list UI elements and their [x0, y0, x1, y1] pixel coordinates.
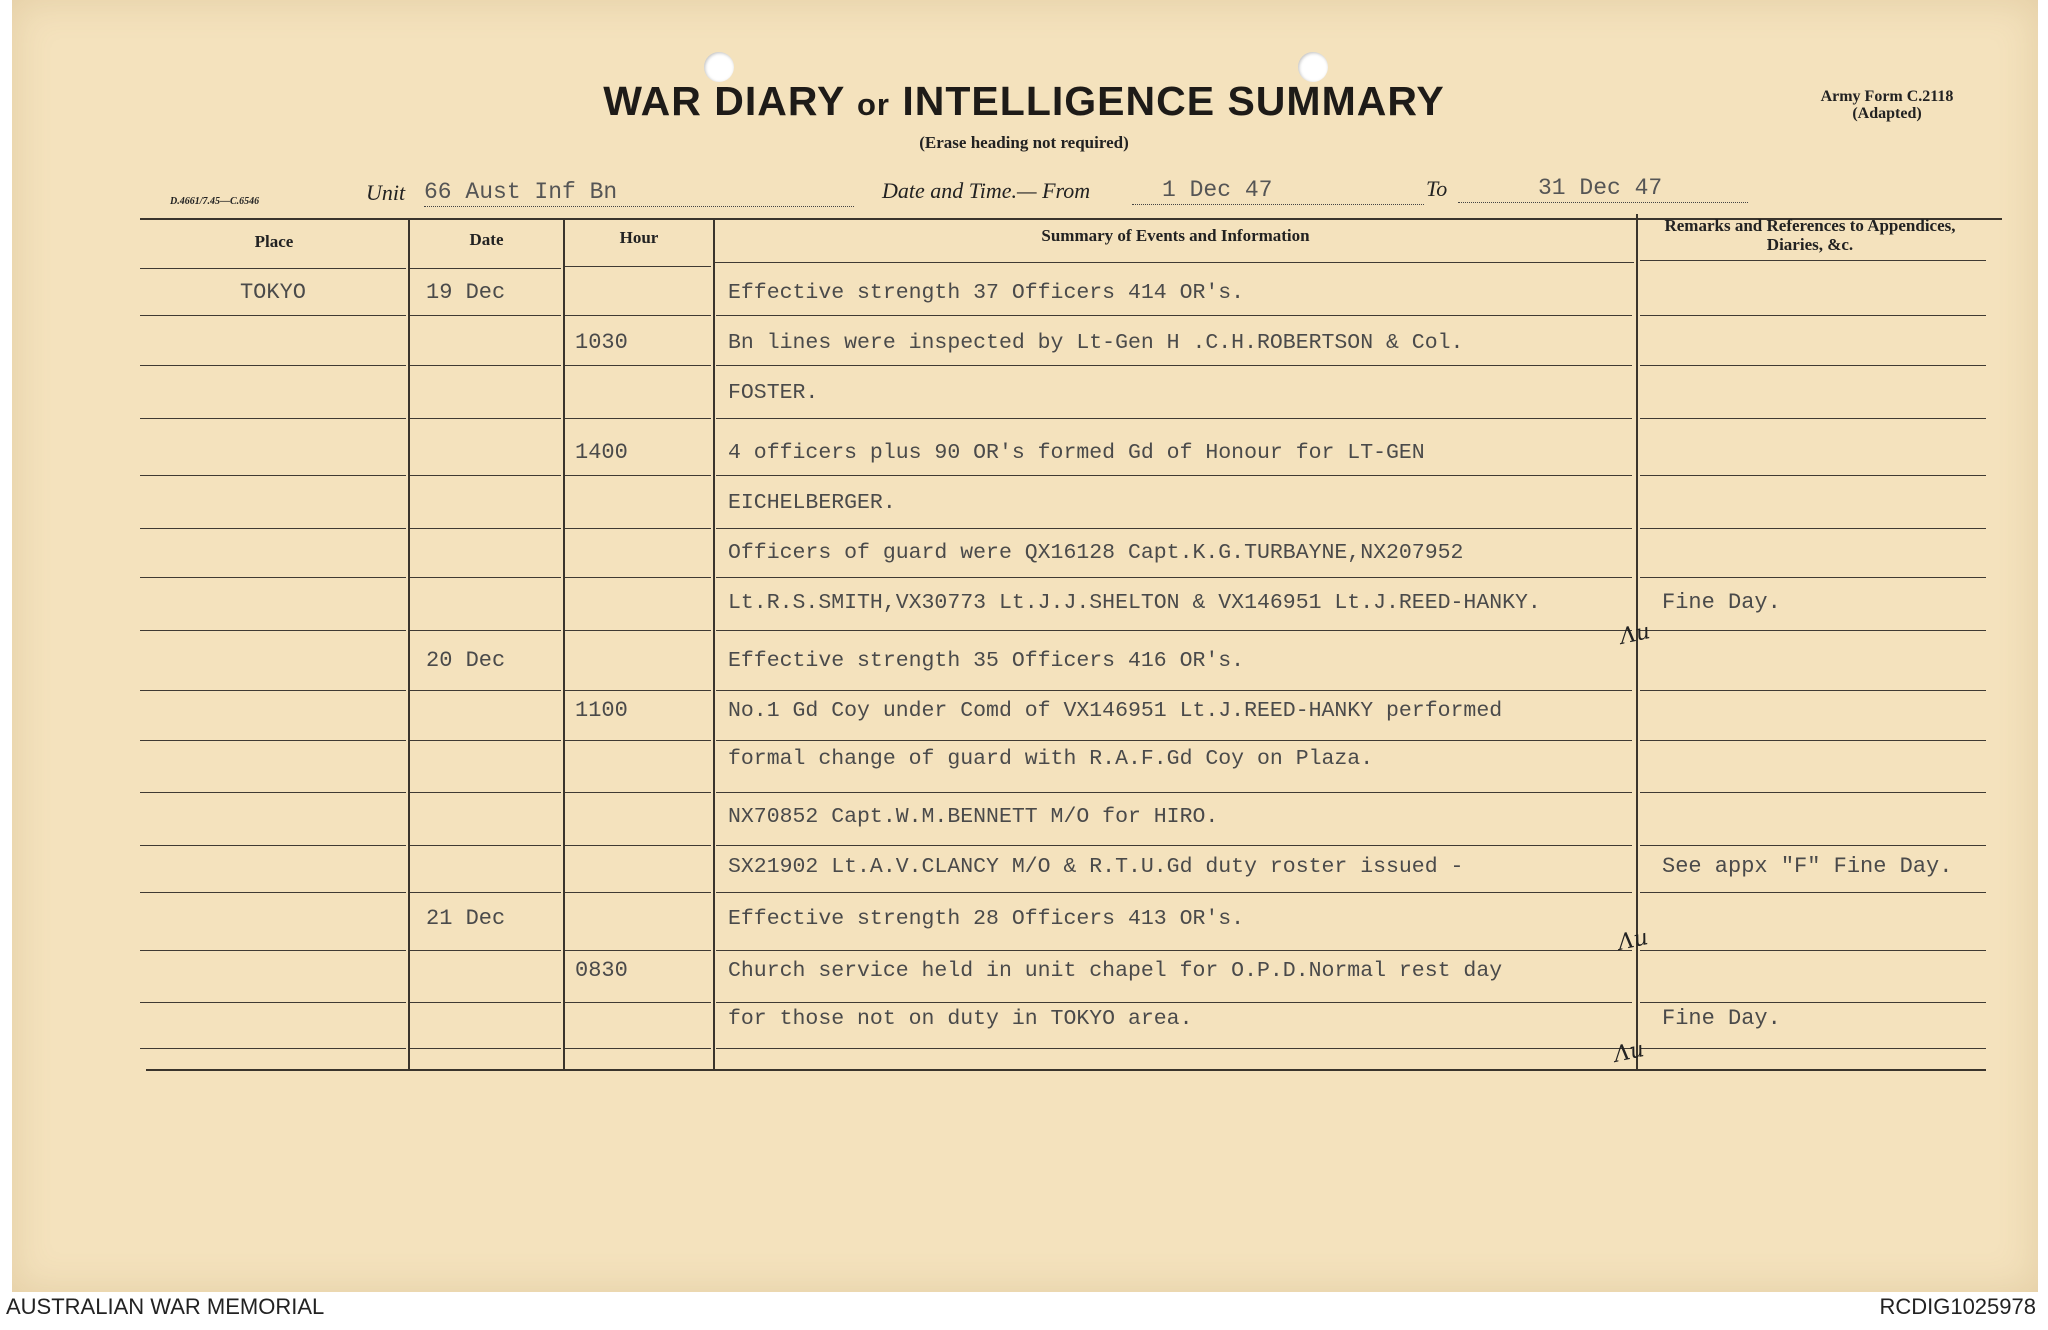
title-or: or: [856, 87, 890, 122]
row-rule: [716, 950, 1632, 951]
handwritten-initials: Ʌu: [1611, 1037, 1647, 1068]
row-rule: [1640, 577, 1986, 578]
row-rule: [1640, 418, 1986, 419]
row-rule: [410, 577, 561, 578]
row-rule: [140, 740, 406, 741]
cell-hour: 0830: [575, 958, 628, 983]
row-rule: [716, 418, 1632, 419]
row-rule: [1640, 740, 1986, 741]
row-rule: [140, 630, 406, 631]
row-rule: [410, 418, 561, 419]
row-rule: [410, 315, 561, 316]
row-rule: [565, 528, 711, 529]
row-rule: [565, 630, 711, 631]
row-rule: [1640, 528, 1986, 529]
row-rule: [716, 528, 1632, 529]
row-rule: [140, 577, 406, 578]
col-divider-1: [408, 220, 410, 1070]
unit-value: 66 Aust Inf Bn: [424, 178, 854, 207]
date-to-label: To: [1426, 176, 1448, 201]
row-rule: [140, 892, 406, 893]
row-rule: [410, 1048, 561, 1049]
row-rule: [1640, 845, 1986, 846]
row-rule: [140, 690, 406, 691]
cell-place: TOKYO: [239, 280, 306, 305]
row-rule: [410, 475, 561, 476]
row-rule: [716, 1002, 1632, 1003]
row-rule: [716, 365, 1632, 366]
row-rule: [716, 690, 1632, 691]
header-rule-hour: [565, 266, 711, 267]
row-rule: [410, 792, 561, 793]
row-rule: [140, 950, 406, 951]
cell-summary: Officers of guard were QX16128 Capt.K.G.TURBAYNE,NX207952: [728, 541, 1464, 565]
cell-date: 19 Dec: [426, 280, 506, 305]
row-rule: [410, 630, 561, 631]
row-rule: [716, 577, 1632, 578]
row-rule: [410, 690, 561, 691]
row-rule: [716, 845, 1632, 846]
row-rule: [716, 792, 1632, 793]
cell-summary: Effective strength 37 Officers 414 OR's.: [728, 281, 1245, 305]
row-rule: [140, 528, 406, 529]
row-rule: [565, 690, 711, 691]
row-rule: [1640, 630, 1986, 631]
date-from-label: Date and Time.— From: [882, 178, 1091, 203]
cell-summary: formal change of guard with R.A.F.Gd Coy on Plaza.: [728, 747, 1374, 771]
cell-date: 20 Dec: [426, 648, 506, 673]
cell-summary: Church service held in unit chapel for O.P.D.Normal rest day: [728, 959, 1503, 983]
row-rule: [716, 630, 1632, 631]
row-rule: [716, 892, 1632, 893]
title-intelligence-summary: INTELLIGENCE SUMMARY: [902, 78, 1445, 124]
archive-reference: RCDIG1025978: [1879, 1294, 2036, 1319]
army-form-note: (Adapted): [1852, 105, 1922, 122]
row-rule: [410, 740, 561, 741]
cell-date: 21 Dec: [426, 906, 506, 931]
row-rule: [565, 892, 711, 893]
col-divider-2: [563, 220, 565, 1070]
row-rule: [410, 845, 561, 846]
col-header-remarks: Remarks and References to Appendices, Diaries, &c.: [1664, 216, 1956, 254]
row-rule: [1640, 475, 1986, 476]
table-bottom-rule: [146, 1069, 1986, 1071]
row-rule: [140, 1002, 406, 1003]
form-code: D.4661/7.45—C.6546: [170, 196, 260, 207]
header-rule-summary: [715, 262, 1634, 263]
row-rule: [140, 1048, 406, 1049]
row-rule: [565, 845, 711, 846]
col-header-hour: Hour: [619, 228, 659, 247]
cell-summary: No.1 Gd Coy under Comd of VX146951 Lt.J.REED-HANKY performed: [728, 699, 1503, 723]
row-rule: [410, 1002, 561, 1003]
unit-label: Unit: [366, 180, 406, 205]
row-rule: [140, 792, 406, 793]
row-rule: [565, 740, 711, 741]
army-form-label: [1782, 88, 1992, 122]
row-rule: [716, 475, 1632, 476]
cell-hour: 1400: [575, 440, 628, 465]
header-rule-date: [410, 268, 561, 269]
row-rule: [565, 365, 711, 366]
row-rule: [140, 475, 406, 476]
archive-label: AUSTRALIAN WAR MEMORIAL: [6, 1294, 325, 1319]
row-rule: [410, 528, 561, 529]
cell-summary: Lt.R.S.SMITH,VX30773 Lt.J.J.SHELTON & VX146951 Lt.J.REED-HANKY.: [728, 591, 1541, 615]
cell-summary: Bn lines were inspected by Lt-Gen H .C.H.ROBERTSON & Col.: [728, 331, 1464, 355]
cell-summary: FOSTER.: [728, 381, 819, 405]
row-rule: [716, 315, 1632, 316]
cell-remarks: Fine Day.: [1662, 590, 1781, 615]
handwritten-initials: Ʌu: [1615, 925, 1651, 956]
cell-remarks: Fine Day.: [1662, 1006, 1781, 1031]
cell-hour: 1100: [575, 698, 628, 723]
cell-hour: 1030: [575, 330, 628, 355]
row-rule: [140, 418, 406, 419]
date-to-value: 31 Dec 47: [1458, 174, 1748, 203]
row-rule: [565, 418, 711, 419]
header-rule-place: [140, 268, 406, 269]
row-rule: [565, 577, 711, 578]
row-rule: [410, 365, 561, 366]
row-rule: [565, 1002, 711, 1003]
col-header-summary: Summary of Events and Information: [1041, 226, 1310, 245]
row-rule: [1640, 365, 1986, 366]
row-rule: [1640, 690, 1986, 691]
row-rule: [1640, 1002, 1986, 1003]
cell-summary: 4 officers plus 90 OR's formed Gd of Honour for LT-GEN: [728, 441, 1425, 465]
row-rule: [1640, 892, 1986, 893]
row-rule: [410, 892, 561, 893]
row-rule: [140, 845, 406, 846]
row-rule: [1640, 315, 1986, 316]
subtitle: (Erase heading not required): [919, 133, 1129, 152]
row-rule: [1640, 950, 1986, 951]
col-header-date: Date: [469, 230, 504, 249]
title-war-diary: WAR DIARY: [603, 78, 845, 124]
row-rule: [140, 315, 406, 316]
cell-summary: EICHELBERGER.: [728, 491, 896, 515]
handwritten-initials: Ʌu: [1617, 619, 1653, 650]
cell-summary: SX21902 Lt.A.V.CLANCY M/O & R.T.U.Gd duty roster issued -: [728, 855, 1464, 879]
row-rule: [716, 1048, 1632, 1049]
row-rule: [565, 792, 711, 793]
army-form-number: Army Form C.2118: [1820, 88, 1954, 105]
cell-summary: NX70852 Capt.W.M.BENNETT M/O for HIRO.: [728, 805, 1219, 829]
row-rule: [1640, 1048, 1986, 1049]
cell-remarks: See appx "F" Fine Day.: [1662, 854, 1953, 879]
row-rule: [565, 1048, 711, 1049]
cell-summary: for those not on duty in TOKYO area.: [728, 1007, 1193, 1031]
row-rule: [410, 950, 561, 951]
row-rule: [1640, 792, 1986, 793]
row-rule: [716, 740, 1632, 741]
date-from-value: 1 Dec 47: [1132, 176, 1424, 205]
cell-summary: Effective strength 28 Officers 413 OR's.: [728, 907, 1245, 931]
page-title: [0, 78, 2048, 125]
cell-summary: Effective strength 35 Officers 416 OR's.: [728, 649, 1245, 673]
header-rule-remarks: [1640, 260, 1986, 261]
col-header-place: Place: [254, 232, 294, 251]
row-rule: [565, 950, 711, 951]
row-rule: [565, 315, 711, 316]
row-rule: [140, 365, 406, 366]
row-rule: [565, 475, 711, 476]
col-divider-3: [713, 220, 715, 1070]
